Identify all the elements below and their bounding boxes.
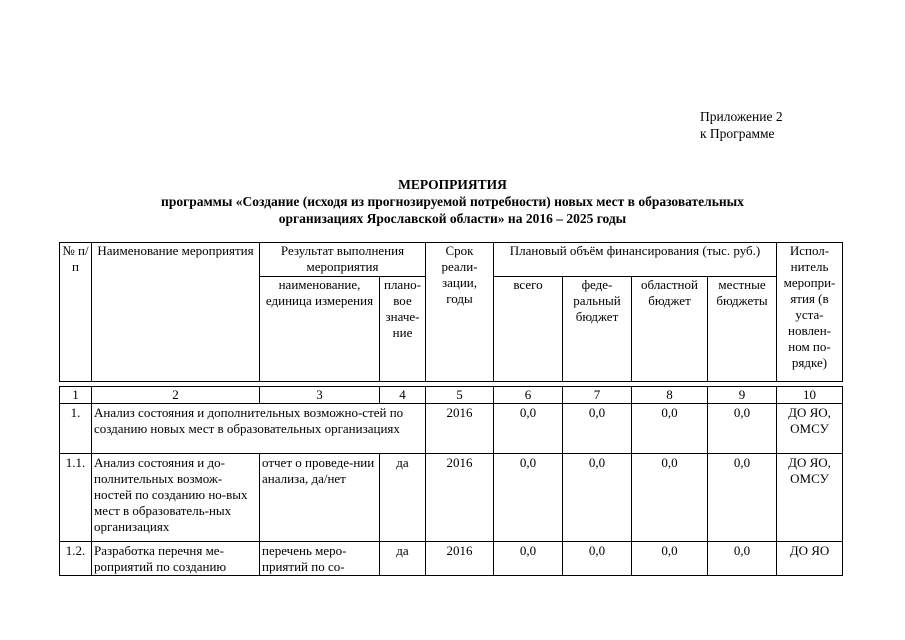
header-total: всего: [494, 277, 563, 382]
header-funding: Плановый объём финансирования (тыс. руб.): [494, 243, 777, 277]
header-result-name: наименование, единица измерения: [260, 277, 380, 382]
col-number: 9: [708, 387, 777, 404]
row-regional: 0,0: [632, 404, 708, 454]
row-regional: 0,0: [632, 454, 708, 542]
row-result-name: перечень меро-приятий по со-: [260, 542, 380, 576]
row-num: 1.1.: [60, 454, 92, 542]
header-name: Наименование мероприятия: [92, 243, 260, 382]
table-row: [60, 542, 843, 576]
header-regional: областной бюджет: [632, 277, 708, 382]
table-row: [60, 454, 843, 542]
header-term: Срок реали-зации, годы: [426, 243, 494, 382]
row-regional: 0,0: [632, 542, 708, 576]
row-num: 1.: [60, 404, 92, 454]
annex-line-2: к Программе: [700, 126, 775, 141]
row-total: 0,0: [494, 542, 563, 576]
row-term: 2016: [426, 454, 494, 542]
document-subtitle-line-2: организациях Ярославской области» на 2016 – 2025 годы: [278, 211, 627, 226]
row-local: 0,0: [708, 542, 777, 576]
header-result: Результат выполнения мероприятия: [260, 243, 426, 277]
document-title: МЕРОПРИЯТИЯ: [398, 177, 507, 192]
row-federal: 0,0: [563, 542, 632, 576]
table-row: [60, 404, 843, 454]
annex-label: [700, 108, 783, 142]
header-result-value: плано-вое значе-ние: [380, 277, 426, 382]
header-executor: Испол-нитель меропри-ятия (в уста-новлен-ном по-рядке): [777, 243, 843, 382]
row-name: Анализ состояния и дополнительных возможно-стей по созданию новых мест в образовательных организациях: [92, 404, 426, 454]
row-executor: ДО ЯО, ОМСУ: [777, 404, 843, 454]
row-federal: 0,0: [563, 454, 632, 542]
col-number: 1: [60, 387, 92, 404]
row-result-value: да: [380, 542, 426, 576]
col-number: 4: [380, 387, 426, 404]
col-number: 8: [632, 387, 708, 404]
col-number: 10: [777, 387, 843, 404]
row-result-value: да: [380, 454, 426, 542]
row-term: 2016: [426, 542, 494, 576]
row-executor: ДО ЯО, ОМСУ: [777, 454, 843, 542]
measures-table: [59, 242, 843, 576]
row-total: 0,0: [494, 404, 563, 454]
header-num: № п/п: [60, 243, 92, 382]
row-federal: 0,0: [563, 404, 632, 454]
col-number: 2: [92, 387, 260, 404]
col-number: 7: [563, 387, 632, 404]
row-result-name: отчет о проведе-нии анализа, да/нет: [260, 454, 380, 542]
row-local: 0,0: [708, 404, 777, 454]
document-subtitle-line-1: программы «Создание (исходя из прогнозируемой потребности) новых мест в образовательных: [161, 194, 744, 209]
row-num: 1.2.: [60, 542, 92, 576]
row-name: Анализ состояния и до-полнительных возмож-ностей по созданию но-вых мест в образователь-ных организациях: [92, 454, 260, 542]
annex-line-1: Приложение 2: [700, 109, 783, 124]
row-executor: ДО ЯО: [777, 542, 843, 576]
row-term: 2016: [426, 404, 494, 454]
col-number: 6: [494, 387, 563, 404]
col-number: 5: [426, 387, 494, 404]
header-local: местные бюджеты: [708, 277, 777, 382]
row-local: 0,0: [708, 454, 777, 542]
row-name: Разработка перечня ме-роприятий по созданию: [92, 542, 260, 576]
row-total: 0,0: [494, 454, 563, 542]
header-federal: феде-ральный бюджет: [563, 277, 632, 382]
col-number: 3: [260, 387, 380, 404]
